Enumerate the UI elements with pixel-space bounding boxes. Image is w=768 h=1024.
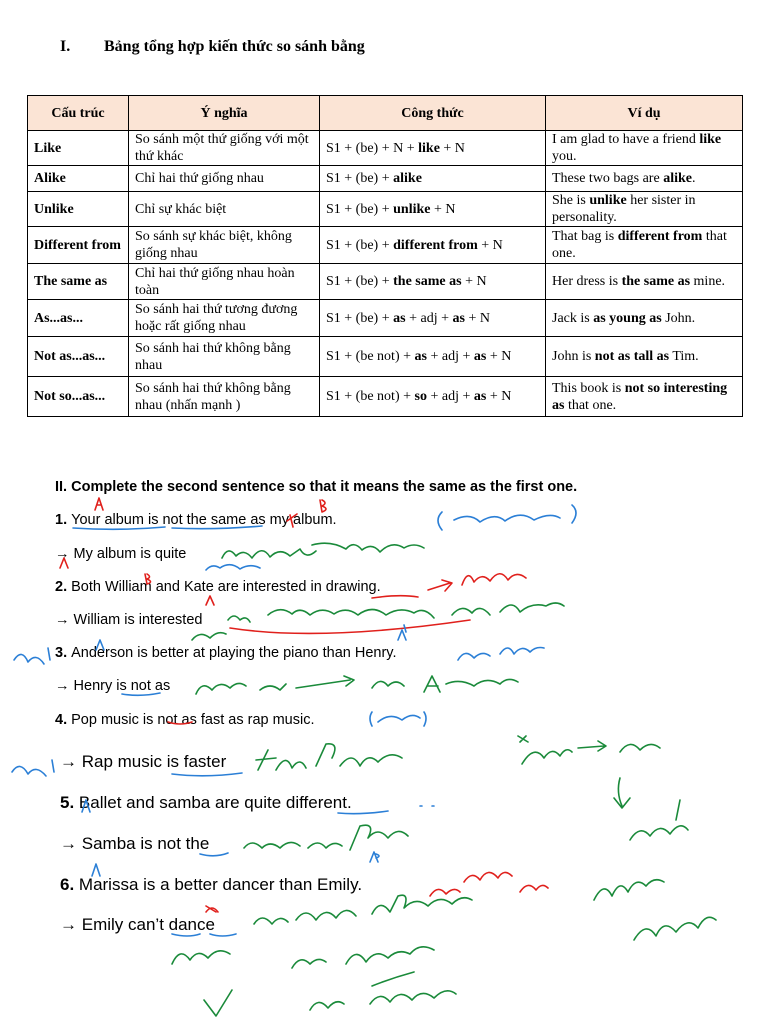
- red-mark-a2: [60, 558, 68, 568]
- green-answer-5: [244, 825, 408, 850]
- exercise-text: Your album is not the same as my album.: [71, 512, 337, 528]
- blue-underline: [73, 526, 262, 529]
- arrow-icon: →: [60, 915, 82, 934]
- exercise-text: Rap music is faster: [81, 752, 227, 771]
- cell-example: This book is not so interesting as that one.: [546, 377, 743, 417]
- cell-formula: S1 + (be) + alike: [320, 166, 546, 192]
- blue-note-ssh-2: [12, 760, 54, 776]
- red-mark-b: [320, 500, 326, 512]
- blue-note-different-from: [438, 505, 576, 530]
- red-mark-v: [206, 906, 218, 912]
- cell-formula: S1 + (be) + the same as + N: [320, 264, 546, 300]
- blue-underline-is: [122, 693, 160, 695]
- cell-example: I am glad to have a friend like you.: [546, 131, 743, 166]
- cell-structure: Not as...as...: [28, 337, 129, 377]
- blue-underline-different: [338, 806, 434, 814]
- green-down-arrow: [614, 778, 630, 808]
- cell-meaning: Chỉ hai thứ giống nhau hoàn toàn: [129, 264, 320, 300]
- blue-underline-faster: [172, 773, 242, 776]
- cell-meaning: Chỉ hai thứ giống nhau: [129, 166, 320, 192]
- green-note-as-adv-as-2: [310, 991, 456, 1010]
- blue-note-as-as: [458, 648, 544, 661]
- green-note-well: [630, 800, 688, 840]
- arrow-icon: →: [60, 752, 82, 771]
- blue-underline-dance: [172, 934, 236, 936]
- red-curve-underline: [230, 620, 470, 633]
- blue-mark-b3: [398, 625, 406, 640]
- arrow-icon: →: [60, 834, 82, 853]
- cell-formula: S1 + (be) + as + adj + as + N: [320, 300, 546, 337]
- green-answer-4: [256, 744, 402, 770]
- arrow-icon: →: [55, 678, 74, 694]
- green-note-quickly: [594, 880, 664, 900]
- red-mark-a: [95, 498, 103, 510]
- exercise-text: Henry is not as: [73, 678, 171, 694]
- red-underline-not: [168, 722, 192, 724]
- green-answer-3: [196, 676, 518, 694]
- exercise-number: 2.: [55, 579, 72, 595]
- red-mark-b2: [145, 574, 151, 584]
- exercise-text: Anderson is better at playing the piano than Henry.: [71, 645, 397, 661]
- exercise-text: Pop music is not as fast as rap music.: [71, 712, 315, 728]
- section-1-number: I.: [60, 38, 71, 55]
- cell-formula: S1 + (be) + N + like + N: [320, 131, 546, 166]
- exercise-number: 6.: [60, 875, 79, 894]
- cell-example: She is unlike her sister in personality.: [546, 192, 743, 227]
- arrow-icon: →: [55, 546, 74, 562]
- header-example: Ví dụ: [546, 96, 743, 131]
- green-line: [372, 972, 414, 986]
- red-note-hobby: [462, 574, 526, 585]
- cell-structure: Not so...as...: [28, 377, 129, 417]
- header-meaning: Ý nghĩa: [129, 96, 320, 131]
- header-structure: Cấu trúc: [28, 96, 129, 131]
- red-slash: [287, 514, 297, 527]
- cell-structure: Like: [28, 131, 129, 166]
- cell-meaning: Chỉ sự khác biệt: [129, 192, 320, 227]
- section-1-title: Bảng tổng hợp kiến thức so sánh bằng: [104, 38, 365, 55]
- cell-formula: S1 + (be not) + as + adj + as + N: [320, 337, 546, 377]
- exercise-number: 3.: [55, 645, 72, 661]
- blue-mark-a6: [92, 864, 100, 876]
- cell-structure: The same as: [28, 264, 129, 300]
- cell-example: That bag is different from that one.: [546, 227, 743, 264]
- green-answer-2: [228, 603, 564, 622]
- blue-underline-the: [200, 853, 228, 856]
- exercise-number: 4.: [55, 712, 72, 728]
- red-mark-a3: [206, 596, 214, 605]
- exercise-text: Marissa is a better dancer than Emily.: [78, 875, 363, 894]
- cell-meaning: So sánh sự khác biệt, không giống nhau: [129, 227, 320, 264]
- cell-example: Jack is as young as John.: [546, 300, 743, 337]
- cell-formula: S1 + (be) + different from + N: [320, 227, 546, 264]
- section-2-title: II. Complete the second sentence so that it means the same as the first one.: [55, 479, 578, 495]
- header-formula: Công thức: [320, 96, 546, 131]
- cell-structure: Alike: [28, 166, 129, 192]
- green-answer-1: [222, 543, 424, 558]
- red-note-as-2: [520, 885, 548, 892]
- arrow-icon: →: [55, 612, 74, 628]
- blue-note-khac-la: [206, 565, 260, 570]
- blue-mark-b4: [370, 852, 379, 862]
- exercise-text: My album is quite: [73, 546, 187, 562]
- cell-structure: Different from: [28, 227, 129, 264]
- green-note-good: [192, 633, 226, 640]
- red-underline-drawing: [372, 596, 418, 598]
- cell-meaning: So sánh hai thứ tương đương hoặc rất giống nhau: [129, 300, 320, 337]
- cell-meaning: So sánh một thứ giống với một thứ khác: [129, 131, 320, 166]
- exercise-text: Samba is not the: [81, 834, 210, 853]
- green-answer-6: [254, 895, 472, 924]
- green-note-tobe: [172, 951, 230, 964]
- blue-mark-a5: [82, 800, 90, 812]
- cell-formula: S1 + (be not) + so + adj + as + N: [320, 377, 546, 417]
- exercise-text: Emily can’t dance: [81, 915, 215, 934]
- exercise-text: Ballet and samba are quite different.: [78, 793, 352, 812]
- red-arrow: [428, 580, 452, 591]
- cell-example: Her dress is the same as mine.: [546, 264, 743, 300]
- cell-structure: Unlike: [28, 192, 129, 227]
- cell-formula: S1 + (be) + unlike + N: [320, 192, 546, 227]
- cell-meaning: So sánh hai thứ không bằng nhau: [129, 337, 320, 377]
- exercise-text: Both William and Kate are interested in drawing.: [71, 579, 381, 595]
- exercise-number: 1.: [55, 512, 72, 528]
- blue-note-than: [370, 712, 426, 726]
- blue-mark-a4: [96, 640, 104, 650]
- green-note-as-adv-as: [292, 947, 434, 968]
- exercise-text: William is interested: [73, 612, 203, 628]
- cell-meaning: So sánh hai thứ không bằng nhau (nhấn mạnh ): [129, 377, 320, 417]
- exercise-number: 5.: [60, 793, 79, 812]
- blue-note-ssh-1: [14, 648, 50, 664]
- green-note-good-better: [518, 736, 660, 764]
- cell-example: These two bags are alike.: [546, 166, 743, 192]
- green-check: [204, 990, 232, 1016]
- green-note-well-2: [634, 917, 716, 940]
- cell-example: John is not as tall as Tim.: [546, 337, 743, 377]
- red-note-as: [430, 872, 512, 896]
- cell-structure: As...as...: [28, 300, 129, 337]
